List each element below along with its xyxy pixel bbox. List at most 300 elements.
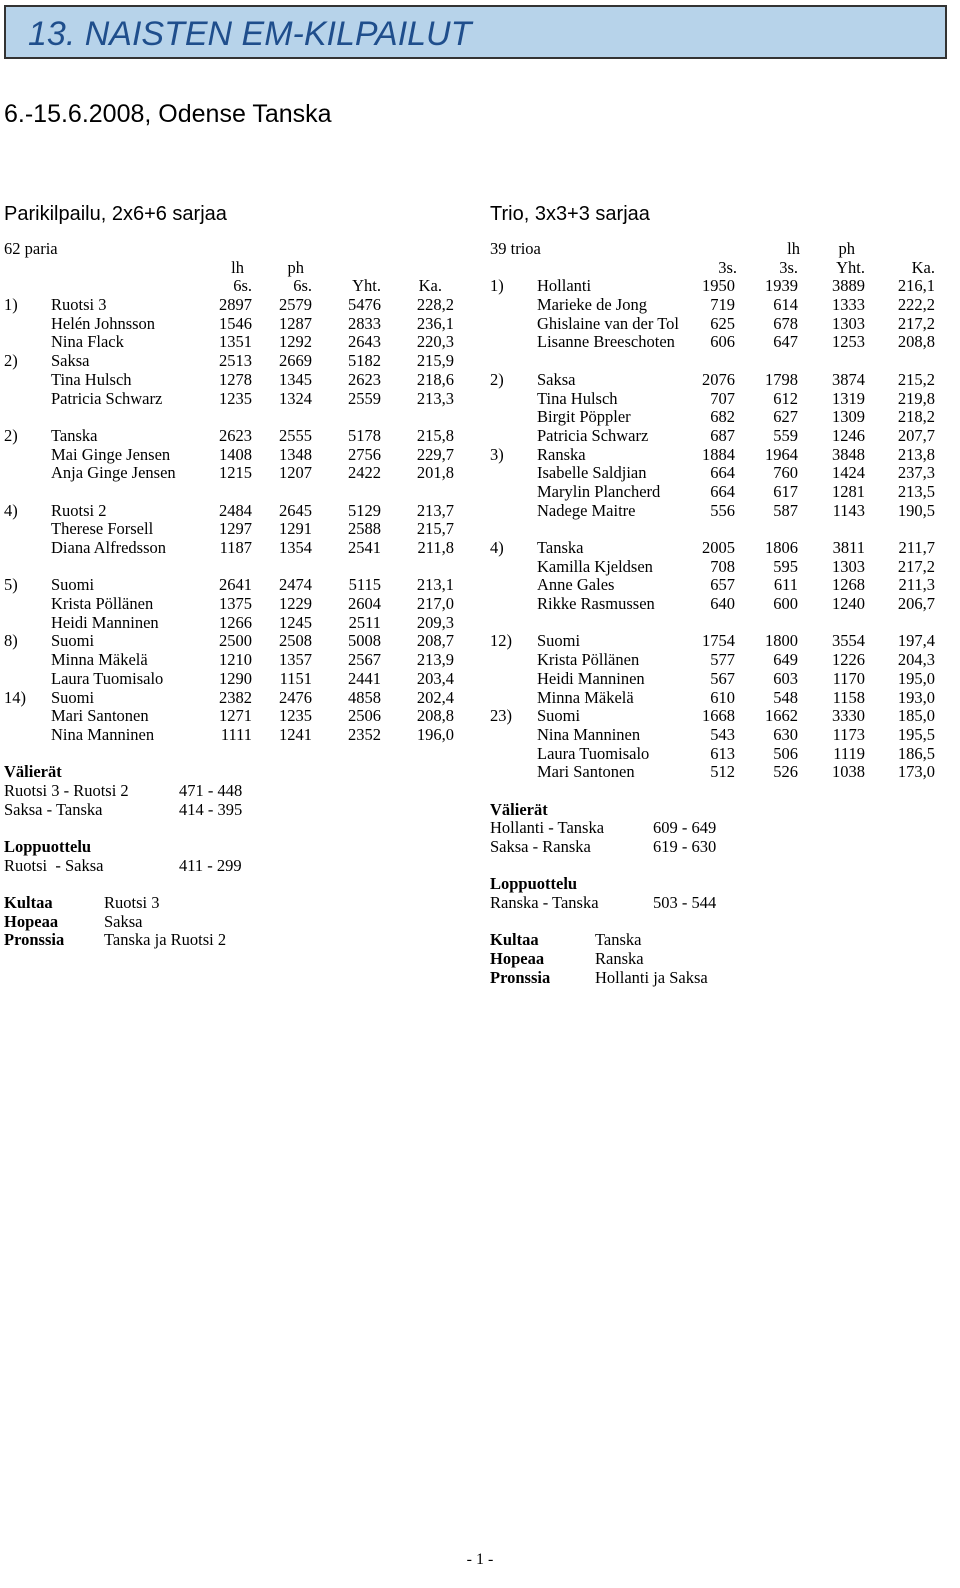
player-score: 1319 [832, 388, 865, 408]
player-row [4, 539, 464, 558]
player-name: Diana Alfredsson [51, 538, 167, 557]
player-score: 2756 [348, 444, 381, 464]
player-name: Nina Manninen [51, 724, 155, 744]
team-score: 215,9 [416, 351, 454, 371]
team-score: 2641 [219, 575, 252, 595]
player-score: 193,0 [897, 687, 935, 707]
team-score: 213,8 [897, 444, 935, 464]
player-score: 218,2 [897, 407, 935, 427]
player-score: 526 [773, 762, 798, 782]
team-row [4, 427, 464, 446]
spacer [4, 819, 464, 838]
player-row [490, 390, 942, 409]
player-score: 2541 [348, 538, 381, 557]
page-title: 13. NAISTEN EM-KILPAILUT [28, 15, 472, 53]
trio-count: 39 trioa [490, 239, 541, 258]
player-score: 1345 [279, 369, 312, 389]
player-score: 678 [773, 313, 798, 333]
team-row [490, 632, 942, 651]
player-score: 1210 [219, 650, 252, 670]
pairs-section-title: Parikilpailu, 2x6+6 sarjaa [4, 203, 227, 225]
team-score: 3848 [832, 444, 865, 464]
player-name: Nina Manninen [537, 724, 641, 744]
player-score: 2559 [348, 388, 381, 408]
player-score: 1235 [279, 706, 312, 726]
player-score: 207,7 [897, 425, 935, 445]
player-score: 1324 [279, 388, 312, 408]
player-row [490, 576, 942, 595]
team-score: 1950 [702, 276, 735, 296]
final-match: Ranska - Tanska [490, 893, 599, 913]
player-score: 707 [710, 388, 735, 408]
column-header-s2: 3s. [779, 257, 798, 277]
player-score: 219,8 [897, 388, 935, 408]
player-score: 1240 [832, 594, 865, 614]
player-score: 201,8 [416, 463, 454, 483]
player-score: 606 [710, 332, 735, 352]
medal-label: Hopeaa [490, 949, 545, 969]
team-score: 1939 [765, 276, 798, 296]
player-score: 1278 [219, 369, 252, 389]
semifinal-match: Hollanti - Tanska [490, 818, 605, 838]
player-score: 1215 [219, 463, 252, 483]
player-score: 206,7 [897, 594, 935, 614]
player-row [4, 520, 464, 539]
player-score: 617 [773, 481, 798, 501]
player-name: Patricia Schwarz [537, 425, 649, 445]
player-score: 611 [773, 575, 798, 595]
player-score: 213,3 [416, 388, 454, 408]
team-score: 5008 [348, 631, 381, 651]
player-score: 543 [710, 724, 735, 744]
team-rank: 2) [4, 425, 18, 445]
player-name: Nadege Maitre [537, 500, 636, 520]
player-score: 630 [773, 724, 798, 744]
team-name: Suomi [51, 575, 95, 595]
team-name: Tanska [537, 538, 584, 557]
player-score: 1207 [279, 463, 312, 483]
player-name: Heidi Manninen [537, 668, 645, 688]
player-score: 222,2 [897, 295, 935, 315]
column-header-lh: lh [787, 239, 800, 258]
team-score: 1806 [765, 538, 798, 557]
player-score: 760 [773, 463, 798, 483]
player-score: 567 [710, 668, 735, 688]
pair-count-row [4, 240, 464, 259]
player-score: 173,0 [897, 762, 935, 782]
column-header-row-2 [490, 259, 942, 278]
team-score: 3554 [832, 631, 865, 651]
team-score: 5182 [348, 351, 381, 371]
team-rank: 2) [490, 369, 504, 389]
player-row [490, 651, 942, 670]
medal-winner: Saksa [104, 911, 143, 931]
player-row [490, 745, 942, 764]
column-header-s2: 6s. [293, 276, 312, 296]
player-score: 208,8 [897, 332, 935, 352]
team-score: 3811 [832, 538, 865, 557]
player-score: 190,5 [897, 500, 935, 520]
player-score: 1235 [219, 388, 252, 408]
player-name: Mari Santonen [537, 762, 635, 782]
player-score: 1253 [832, 332, 865, 352]
player-score: 213,9 [416, 650, 454, 670]
team-score: 1884 [702, 444, 735, 464]
player-score: 2567 [348, 650, 381, 670]
player-name: Laura Tuomisalo [537, 743, 650, 763]
player-row [490, 726, 942, 745]
player-score: 186,5 [897, 743, 935, 763]
player-score: 195,5 [897, 724, 935, 744]
medal-winner: Hollanti ja Saksa [595, 967, 708, 987]
player-row [4, 464, 464, 483]
team-score: 2555 [279, 425, 312, 445]
semifinal-row [4, 801, 464, 820]
player-name: Lisanne Breeschoten [537, 332, 675, 352]
player-score: 196,0 [416, 724, 454, 744]
medal-label: Pronssia [490, 967, 551, 987]
player-row [4, 651, 464, 670]
pairs-results [4, 240, 464, 950]
team-score: 5115 [348, 575, 381, 595]
team-score: 2669 [279, 351, 312, 371]
player-name: Nina Flack [51, 332, 124, 352]
team-score: 2579 [279, 295, 312, 315]
team-score: 197,4 [897, 631, 935, 651]
player-score: 218,6 [416, 369, 454, 389]
pair-count: 62 paria [4, 239, 58, 258]
player-score: 512 [710, 762, 735, 782]
player-score: 1246 [832, 425, 865, 445]
player-score: 577 [710, 650, 735, 670]
column-header-avg: Ka. [418, 276, 442, 296]
player-row [4, 707, 464, 726]
team-row [490, 277, 942, 296]
column-header-ph: ph [838, 239, 855, 258]
team-score: 2508 [279, 631, 312, 651]
team-name: Saksa [537, 369, 576, 389]
team-score: 2382 [219, 687, 252, 707]
player-score: 1333 [832, 295, 865, 315]
player-score: 548 [773, 687, 798, 707]
player-name: Kamilla Kjeldsen [537, 556, 653, 576]
medal-row [490, 969, 942, 988]
player-score: 1266 [219, 612, 252, 632]
team-row [4, 576, 464, 595]
final-heading: Loppuottelu [4, 837, 92, 856]
team-score: 208,7 [416, 631, 454, 651]
semifinal-match: Saksa - Ranska [490, 837, 591, 856]
column-header-row-2 [4, 277, 464, 296]
team-score: 3889 [832, 276, 865, 296]
medal-winner: Tanska [595, 930, 642, 950]
player-score: 1303 [832, 313, 865, 333]
player-score: 236,1 [416, 313, 454, 333]
player-row [490, 315, 942, 334]
player-name: Tina Hulsch [51, 369, 132, 389]
semifinals-heading: Välierät [490, 799, 548, 819]
team-score: 211,7 [898, 538, 935, 557]
player-score: 687 [710, 425, 735, 445]
player-score: 2352 [348, 724, 381, 744]
team-score: 215,2 [897, 369, 935, 389]
player-name: Tina Hulsch [537, 388, 618, 408]
trio-count-row [490, 240, 942, 259]
column-header-total: Yht. [836, 257, 865, 277]
semifinal-score: 619 - 630 [653, 837, 717, 856]
player-score: 237,3 [897, 463, 935, 483]
medal-winner: Ruotsi 3 [104, 893, 160, 913]
team-row [490, 539, 942, 558]
spacer [490, 913, 942, 932]
team-score: 2005 [702, 538, 735, 557]
player-score: 1348 [279, 444, 312, 464]
team-score: 2076 [702, 369, 735, 389]
player-score: 1375 [219, 594, 252, 614]
team-rank: 2) [4, 351, 18, 371]
team-score: 2484 [219, 500, 252, 520]
player-score: 682 [710, 407, 735, 427]
player-row [490, 595, 942, 614]
player-name: Ghislaine van der Tol [537, 313, 679, 333]
team-name: Ranska [537, 444, 586, 464]
player-score: 603 [773, 668, 798, 688]
player-score: 664 [710, 463, 735, 483]
column-header-s1: 3s. [718, 257, 737, 277]
player-row [490, 333, 942, 352]
spacer [4, 745, 464, 764]
final-score: 503 - 544 [653, 893, 717, 913]
player-name: Marieke de Jong [537, 295, 647, 315]
player-name: Patricia Schwarz [51, 388, 163, 408]
medal-winner: Tanska ja Ruotsi 2 [104, 930, 227, 950]
player-row [490, 763, 942, 782]
team-name: Suomi [537, 631, 581, 651]
player-score: 1357 [279, 650, 312, 670]
player-score: 1408 [219, 444, 252, 464]
player-score: 2511 [348, 612, 381, 632]
player-score: 1170 [832, 668, 865, 688]
player-score: 587 [773, 500, 798, 520]
medal-row [490, 931, 942, 950]
team-score: 202,4 [416, 687, 454, 707]
team-row [4, 502, 464, 521]
team-score: 5178 [348, 425, 381, 445]
team-score: 5129 [348, 500, 381, 520]
player-score: 1226 [832, 650, 865, 670]
spacer [490, 352, 942, 371]
player-row [4, 390, 464, 409]
player-score: 708 [710, 556, 735, 576]
spacer [4, 875, 464, 894]
team-name: Tanska [51, 425, 98, 445]
player-score: 213,5 [897, 481, 935, 501]
player-score: 2422 [348, 463, 381, 483]
player-score: 1151 [279, 668, 312, 688]
player-score: 217,0 [416, 594, 454, 614]
team-rank: 3) [490, 444, 504, 464]
event-dates: 6.-15.6.2008, Odense Tanska [4, 100, 332, 128]
player-row [490, 670, 942, 689]
team-rank: 8) [4, 631, 18, 651]
team-score: 2474 [279, 575, 312, 595]
team-rank: 12) [490, 631, 512, 651]
team-name: Suomi [537, 706, 581, 726]
player-name: Mari Santonen [51, 706, 149, 726]
player-score: 209,3 [416, 612, 454, 632]
player-row [490, 502, 942, 521]
team-rank: 5) [4, 575, 18, 595]
player-score: 657 [710, 575, 735, 595]
player-score: 1241 [279, 724, 312, 744]
medal-label: Pronssia [4, 930, 65, 950]
team-name: Suomi [51, 687, 95, 707]
player-score: 1229 [279, 594, 312, 614]
player-row [4, 595, 464, 614]
final-row [490, 894, 942, 913]
semifinal-match: Ruotsi 3 - Ruotsi 2 [4, 780, 129, 800]
team-name: Hollanti [537, 276, 592, 296]
player-score: 1297 [219, 519, 252, 539]
team-name: Ruotsi 3 [51, 295, 107, 315]
team-row [490, 371, 942, 390]
player-score: 229,7 [416, 444, 454, 464]
team-score: 215,8 [416, 425, 454, 445]
team-score: 2500 [219, 631, 252, 651]
semifinals-heading: Välierät [4, 762, 62, 782]
team-score: 2897 [219, 295, 252, 315]
player-row [4, 333, 464, 352]
player-name: Isabelle Saldjian [537, 463, 647, 483]
player-score: 1268 [832, 575, 865, 595]
team-row [4, 296, 464, 315]
player-name: Birgit Pöppler [537, 407, 631, 427]
trio-section-title: Trio, 3x3+3 sarjaa [490, 203, 650, 225]
semifinal-row [490, 819, 942, 838]
player-name: Krista Pöllänen [537, 650, 640, 670]
medal-row [490, 950, 942, 969]
page-number: - 1 - [466, 1551, 494, 1568]
player-score: 595 [773, 556, 798, 576]
player-score: 203,4 [416, 668, 454, 688]
player-row [4, 315, 464, 334]
player-row [4, 614, 464, 633]
player-row [4, 670, 464, 689]
player-score: 614 [773, 295, 798, 315]
team-score: 2476 [279, 687, 312, 707]
spacer [490, 782, 942, 801]
team-score: 3874 [832, 369, 865, 389]
team-score: 4858 [348, 687, 381, 707]
spacer [4, 558, 464, 577]
player-score: 2588 [348, 519, 381, 539]
team-score: 1800 [765, 631, 798, 651]
team-row [490, 707, 942, 726]
player-score: 1281 [832, 481, 865, 501]
player-score: 649 [773, 650, 798, 670]
spacer [4, 483, 464, 502]
player-score: 1351 [219, 332, 252, 352]
team-score: 2623 [219, 425, 252, 445]
player-name: Heidi Manninen [51, 612, 159, 632]
player-score: 2604 [348, 594, 381, 614]
column-header-s1: 6s. [233, 276, 252, 296]
column-header-total: Yht. [352, 276, 381, 296]
final-match: Ruotsi - Saksa [4, 855, 104, 875]
team-rank: 4) [4, 500, 18, 520]
spacer [490, 614, 942, 633]
player-score: 220,3 [416, 332, 454, 352]
team-name: Suomi [51, 631, 95, 651]
player-name: Anne Gales [537, 575, 615, 595]
team-score: 1668 [702, 706, 735, 726]
player-score: 1287 [279, 313, 312, 333]
spacer [4, 408, 464, 427]
semifinal-match: Saksa - Tanska [4, 799, 103, 819]
player-score: 600 [773, 594, 798, 614]
team-score: 1798 [765, 369, 798, 389]
player-name: Krista Pöllänen [51, 594, 154, 614]
semifinal-score: 414 - 395 [179, 799, 243, 819]
player-score: 1143 [832, 500, 865, 520]
player-score: 2506 [348, 706, 381, 726]
player-row [490, 408, 942, 427]
player-score: 1245 [279, 612, 312, 632]
column-header-ph: ph [287, 257, 304, 277]
player-score: 211,8 [417, 538, 454, 557]
player-score: 1187 [219, 538, 252, 557]
player-row [490, 464, 942, 483]
player-row [490, 689, 942, 708]
player-name: Mai Ginge Jensen [51, 444, 171, 464]
team-score: 3330 [832, 706, 865, 726]
team-score: 2645 [279, 500, 312, 520]
semifinal-row [490, 838, 942, 857]
player-score: 627 [773, 407, 798, 427]
player-score: 1158 [832, 687, 865, 707]
player-name: Anja Ginge Jensen [51, 463, 176, 483]
player-score: 1111 [220, 724, 252, 744]
team-score: 5476 [348, 295, 381, 315]
column-header-lh: lh [231, 257, 244, 277]
team-name: Ruotsi 2 [51, 500, 107, 520]
player-score: 217,2 [897, 313, 935, 333]
player-score: 1546 [219, 313, 252, 333]
semifinal-score: 609 - 649 [653, 818, 717, 838]
medal-row [4, 913, 464, 932]
player-score: 1271 [219, 706, 252, 726]
team-row [4, 352, 464, 371]
team-rank: 1) [490, 276, 504, 296]
player-score: 640 [710, 594, 735, 614]
final-heading: Loppuottelu [490, 874, 578, 894]
team-score: 2513 [219, 351, 252, 371]
medal-label: Kultaa [4, 893, 53, 913]
player-name: Helén Johnsson [51, 313, 156, 333]
player-score: 211,3 [898, 575, 935, 595]
player-score: 1424 [832, 463, 865, 483]
trio-results [490, 240, 942, 988]
team-name: Saksa [51, 351, 90, 371]
team-score: 213,7 [416, 500, 454, 520]
player-row [490, 558, 942, 577]
player-score: 1173 [832, 724, 865, 744]
player-score: 625 [710, 313, 735, 333]
player-score: 2643 [348, 332, 381, 352]
player-row [4, 446, 464, 465]
player-name: Rikke Rasmussen [537, 594, 655, 614]
player-score: 612 [773, 388, 798, 408]
